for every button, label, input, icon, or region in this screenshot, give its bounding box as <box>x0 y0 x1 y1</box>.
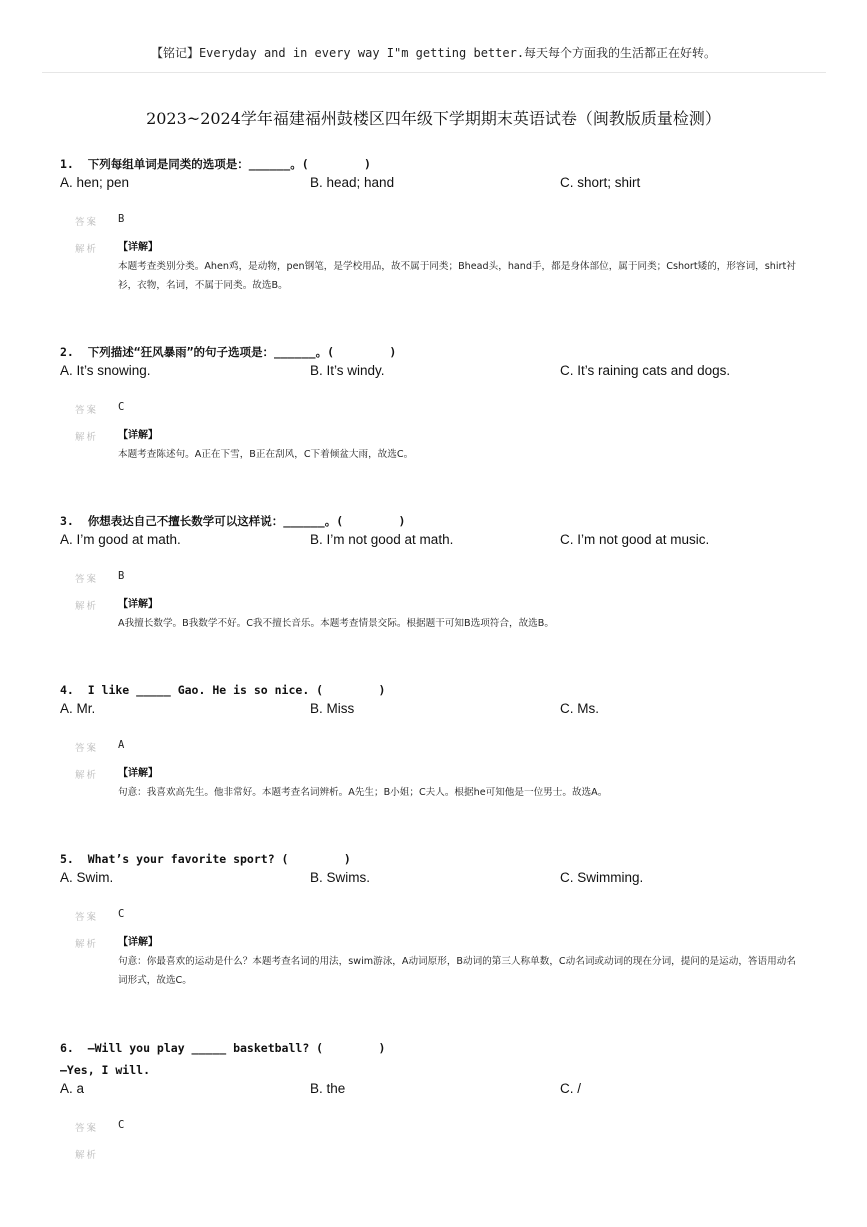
question-4 <box>60 679 800 802</box>
option-a: A. hen; pen <box>60 175 130 190</box>
detail-text: 本题考查陈述句。A正在下雪，B正在刮风，C下着倾盆大雨，故选C。 <box>118 449 414 460</box>
option-c: C. I’m not good at music. <box>560 532 710 547</box>
detail-text: 句意：我喜欢高先生。他非常好。本题考查名词辨析。A先生；B小姐；C夫人。根据he可知他是一位男士。故选A。 <box>118 787 608 798</box>
answer-value: C <box>118 401 125 413</box>
analysis-row <box>60 934 800 990</box>
answer-value: B <box>118 570 125 582</box>
analysis-row <box>60 427 800 464</box>
detail-heading: 【详解】 <box>118 599 158 610</box>
option-b: B. Swims. <box>310 870 371 885</box>
question-3 <box>60 510 800 633</box>
answer-value: C <box>118 1119 125 1131</box>
options-row <box>60 870 800 894</box>
answer-label: 答案 <box>75 574 99 585</box>
detail-heading: 【详解】 <box>118 768 158 779</box>
option-c: C. It’s raining cats and dogs. <box>560 363 731 378</box>
question-stem: 2. 下列描述“狂风暴雨”的句子选项是：______。( ) <box>60 345 397 359</box>
analysis-row <box>60 239 800 295</box>
answer-label: 答案 <box>75 912 99 923</box>
analysis-label: 解析 <box>75 939 99 950</box>
option-b: B. the <box>310 1081 346 1096</box>
question-1 <box>60 153 800 295</box>
options-row <box>60 701 800 725</box>
option-b: B. head; hand <box>310 175 395 190</box>
analysis-label: 解析 <box>75 601 99 612</box>
answer-value: C <box>118 908 125 920</box>
question-stem: 6. —Will you play _____ basketball? ( ) <box>60 1041 386 1055</box>
detail-heading: 【详解】 <box>118 242 158 253</box>
option-c: C. / <box>560 1081 582 1096</box>
option-c: C. Swimming. <box>560 870 644 885</box>
option-b: B. It’s windy. <box>310 363 385 378</box>
analysis-label: 解析 <box>75 244 99 255</box>
detail-text: 句意：你最喜欢的运动是什么？本题考查名词的用法，swim游泳，A动词原形，B动词的第三人称单数，C动名词或动词的现在分词，提问的是运动，答语用动名词形式，故选C。 <box>118 956 796 986</box>
option-a: A. I’m good at math. <box>60 532 181 547</box>
question-stem-reply: —Yes, I will. <box>60 1063 151 1077</box>
answer-row <box>60 1117 800 1137</box>
option-b: B. Miss <box>310 701 355 716</box>
answer-value: A <box>118 739 125 751</box>
answer-row <box>60 211 800 231</box>
answer-row <box>60 399 800 419</box>
question-stem: 5. What’s your favorite sport? ( ) <box>60 852 351 866</box>
answer-label: 答案 <box>75 405 99 416</box>
option-c: C. Ms. <box>560 701 599 716</box>
answer-label: 答案 <box>75 1123 99 1134</box>
question-2 <box>60 341 800 464</box>
answer-row <box>60 906 800 926</box>
option-c: C. short; shirt <box>560 175 641 190</box>
options-row <box>60 363 800 387</box>
answer-value: B <box>118 213 125 225</box>
answer-row <box>60 737 800 757</box>
options-row <box>60 1081 800 1105</box>
analysis-row <box>60 596 800 633</box>
question-stem: 1. 下列每组单词是同类的选项是：______。( ) <box>60 157 371 171</box>
question-5 <box>60 848 800 990</box>
option-a: A. Mr. <box>60 701 96 716</box>
option-a: A. Swim. <box>60 870 114 885</box>
page-title: 2023~2024学年福建福州鼓楼区四年级下学期期末英语试卷（闽教版质量检测） <box>146 109 721 128</box>
detail-text: A我擅长数学。B我数学不好。C我不擅长音乐。本题考查情景交际。根据题干可知B选项符合，故选B。 <box>118 618 554 629</box>
answer-row <box>60 568 800 588</box>
option-b: B. I’m not good at math. <box>310 532 454 547</box>
header-divider <box>42 72 826 73</box>
analysis-label: 解析 <box>75 432 99 443</box>
answer-label: 答案 <box>75 217 99 228</box>
analysis-label: 解析 <box>75 770 99 781</box>
options-row <box>60 175 800 199</box>
option-a: A. a <box>60 1081 85 1096</box>
answer-label: 答案 <box>75 743 99 754</box>
question-stem: 3. 你想表达自己不擅长数学可以这样说：______。( ) <box>60 514 406 528</box>
analysis-row <box>60 765 800 802</box>
option-a: A. It’s snowing. <box>60 363 151 378</box>
options-row <box>60 532 800 556</box>
analysis-label: 解析 <box>75 1150 99 1161</box>
detail-heading: 【详解】 <box>118 937 158 948</box>
detail-heading: 【详解】 <box>118 430 158 441</box>
detail-text: 本题考查类别分类。Ahen鸡，是动物，pen钢笔，是学校用品，故不属于同类；Bhead头，hand手，都是身体部位，属于同类；Cshort矮的，形容词，shirt衬衫，衣物，名词，不属于同类。故选B。 <box>118 261 796 291</box>
motto-header: 【铭记】Everyday and in every way I"m getting better.每天每个方面我的生活都正在好转。 <box>150 46 717 60</box>
question-stem: 4. I like _____ Gao. He is so nice. ( ) <box>60 683 386 697</box>
question-6 <box>60 1037 800 1161</box>
